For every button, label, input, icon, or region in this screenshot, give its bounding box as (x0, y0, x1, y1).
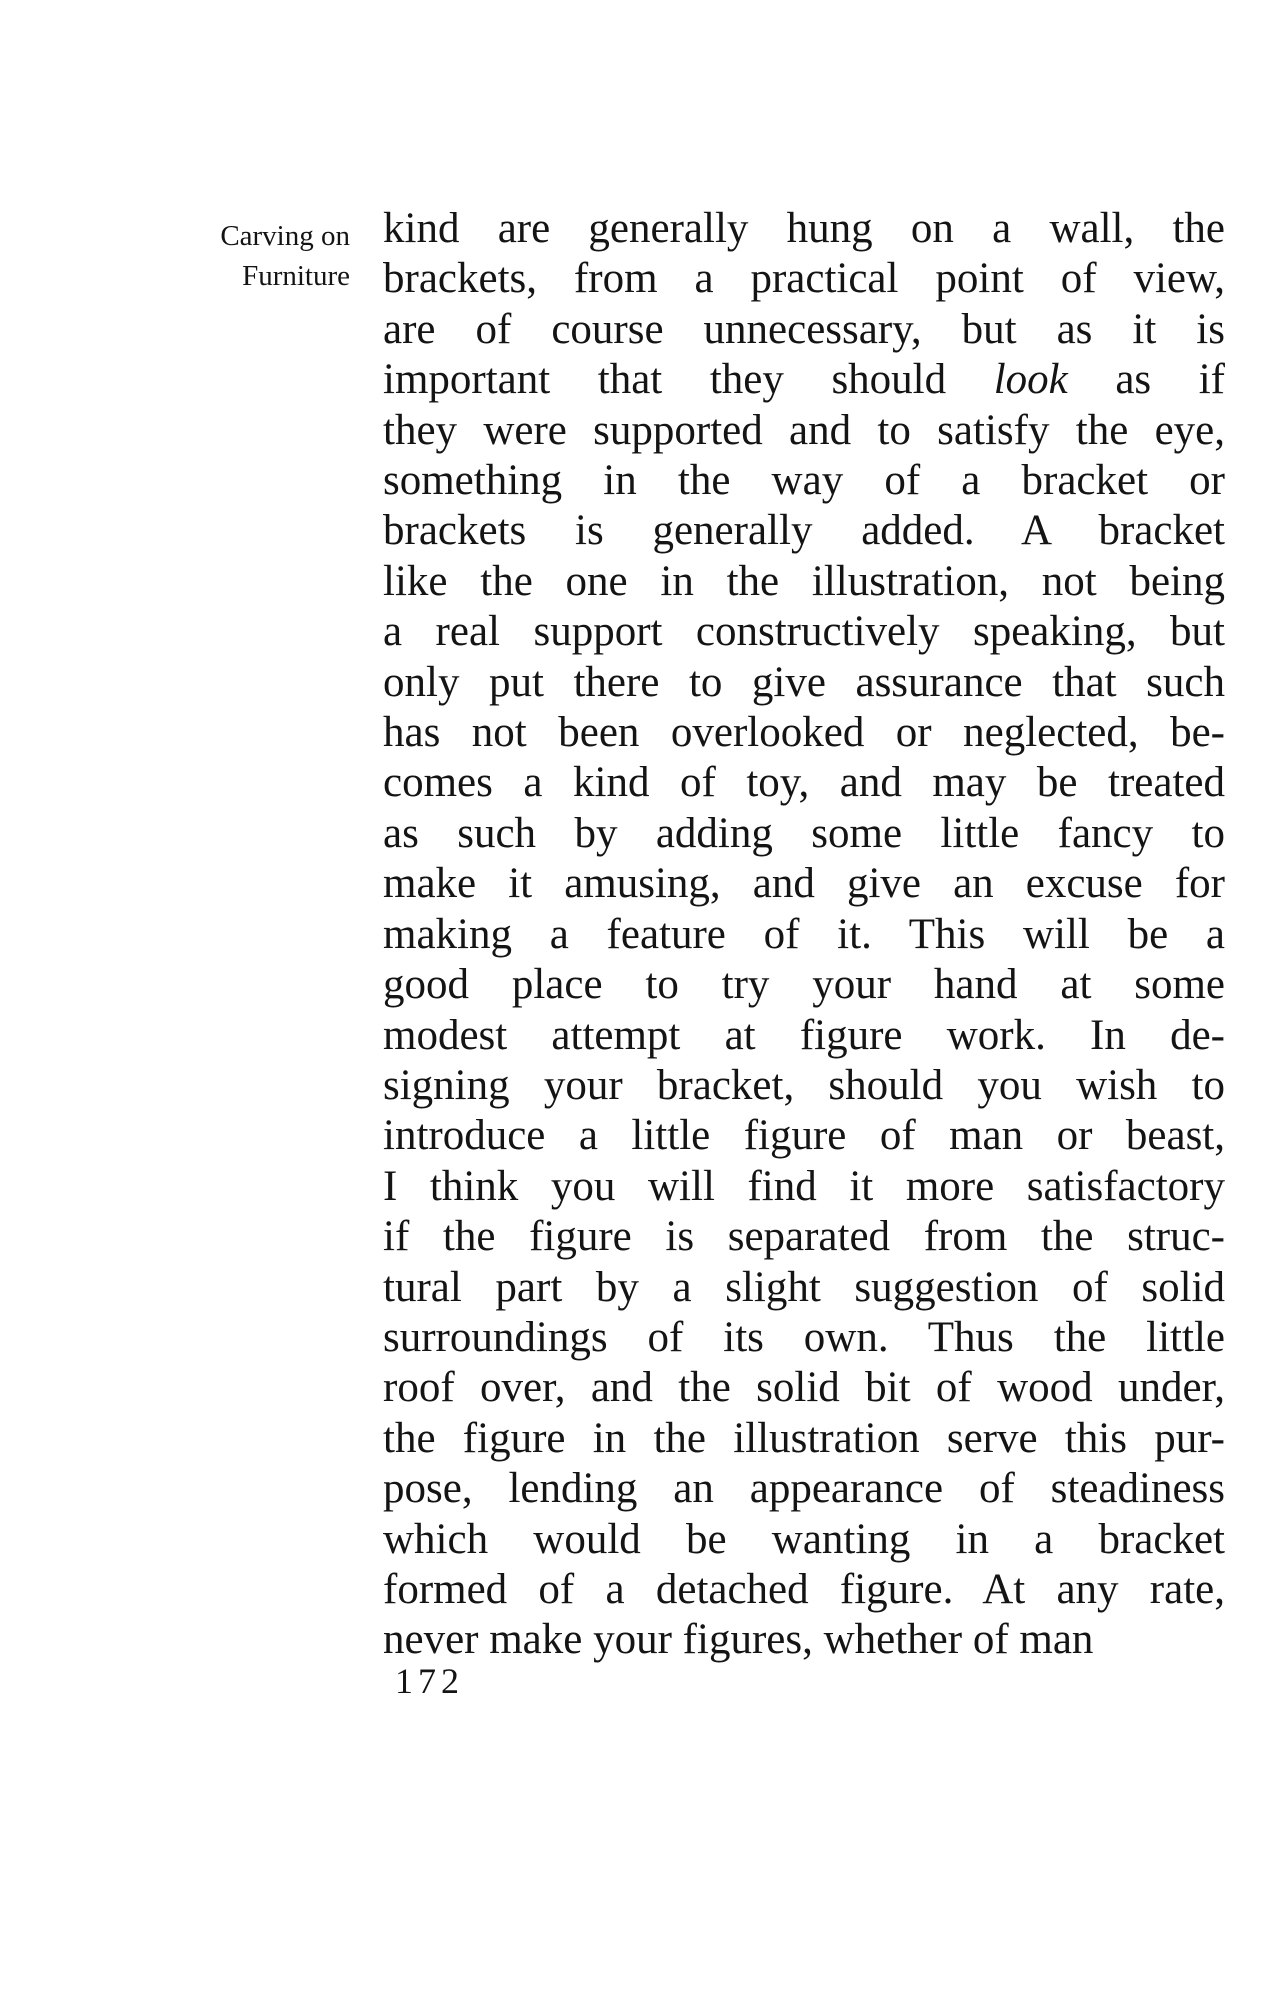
text-run: as if (1067, 356, 1225, 404)
text-line: something in the way of a bracket or (383, 457, 1225, 505)
text-line: I think you will find it more satisfactory (383, 1162, 1225, 1210)
body-text (383, 204, 1225, 1666)
text-line: which would be wanting in a bracket (383, 1515, 1225, 1563)
text-line: pose, lending an appearance of steadiness (383, 1465, 1225, 1513)
page-number: 172 (395, 1661, 464, 1701)
text-line: only put there to give assurance that such (383, 658, 1225, 706)
text-line: introduce a little figure of man or beast, (383, 1112, 1225, 1160)
text-line: brackets is generally added. A bracket (383, 507, 1225, 555)
text-line: comes a kind of toy, and may be treated (383, 759, 1225, 807)
text-line: like the one in the illustration, not being (383, 557, 1225, 605)
running-head (178, 216, 350, 296)
text-line: signing your bracket, should you wish to (383, 1061, 1225, 1109)
text-line: making a feature of it. This will be a (383, 910, 1225, 958)
text-line: modest attempt at figure work. In de- (383, 1011, 1225, 1059)
text-line: brackets, from a practical point of view, (383, 255, 1225, 303)
text-line: they were supported and to satisfy the eye, (383, 406, 1225, 454)
text-line: make it amusing, and give an excuse for (383, 860, 1225, 908)
text-line: if the figure is separated from the struc- (383, 1213, 1225, 1261)
text-line: has not been overlooked or neglected, be- (383, 709, 1225, 757)
text-line: formed of a detached figure. At any rate, (383, 1565, 1225, 1613)
running-head-line-2: Furniture (242, 260, 350, 292)
running-head-line-1: Carving on (220, 220, 350, 252)
text-line: never make your figures, whether of man (383, 1616, 1094, 1664)
text-line (383, 355, 1225, 405)
text-line: tural part by a slight suggestion of solid (383, 1263, 1225, 1311)
text-line: kind are generally hung on a wall, the (383, 205, 1225, 252)
text-line: surroundings of its own. Thus the little (383, 1313, 1225, 1361)
italic-emphasis: look (993, 356, 1068, 404)
text-line: a real support constructively speaking, but (383, 608, 1225, 656)
text-line: good place to try your hand at some (383, 961, 1225, 1009)
text-line: as such by adding some little fancy to (383, 809, 1225, 857)
text-line: are of course unnecessary, but as it is (383, 305, 1225, 353)
text-line: the figure in the illustration serve this pur- (383, 1414, 1225, 1462)
text-run: important that they should (383, 356, 994, 404)
text-line: roof over, and the solid bit of wood under, (383, 1364, 1225, 1412)
